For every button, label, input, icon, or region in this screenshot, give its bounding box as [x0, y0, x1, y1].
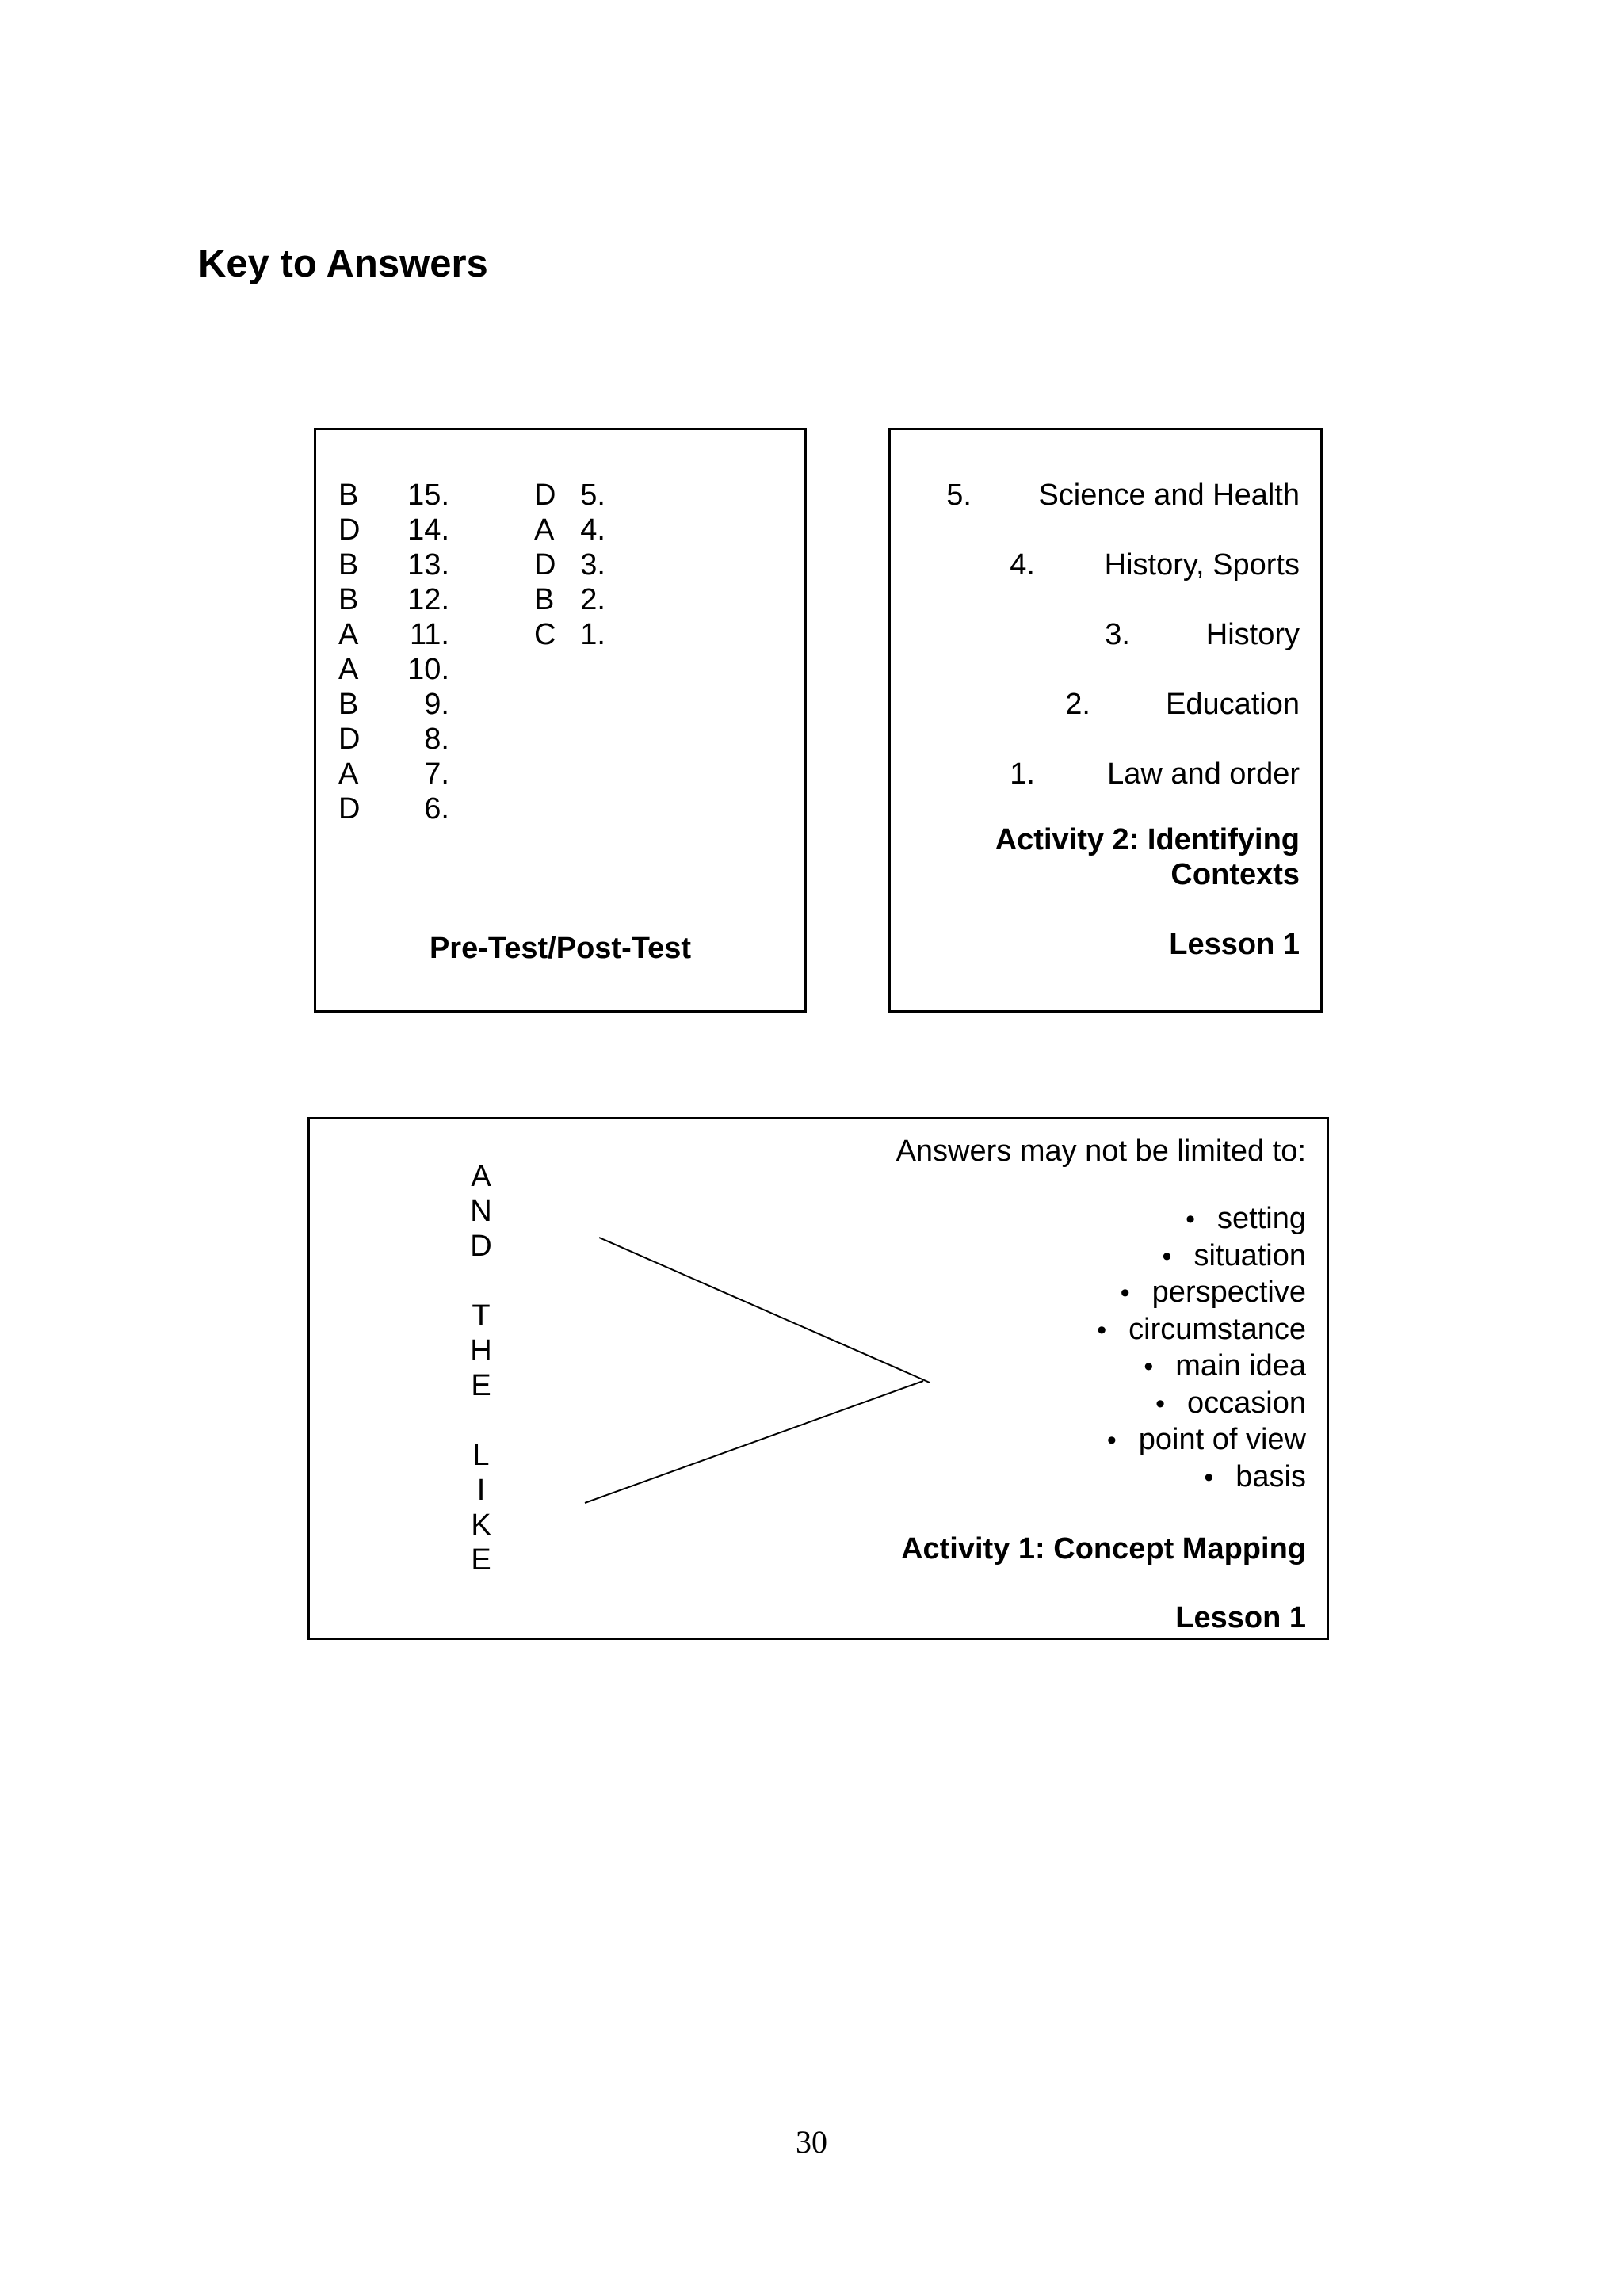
bullet-text: situation [1193, 1238, 1306, 1272]
vertical-letter: E [471, 1369, 491, 1402]
activity2-heading-line2: Contexts [1170, 858, 1300, 891]
answer-number: 1. [580, 618, 605, 651]
bullet-item [1107, 1421, 1306, 1459]
answer-letter: D [338, 723, 361, 756]
activity1-heading: Activity 1: Concept Mapping [901, 1532, 1306, 1566]
answer-row [338, 757, 449, 791]
bullet-item [1144, 1348, 1306, 1385]
bullet-text: circumstance [1128, 1312, 1306, 1346]
bullet-dot-icon: • [1097, 1314, 1107, 1345]
bullet-text: perspective [1151, 1276, 1306, 1309]
answer-letter: B [338, 583, 359, 616]
activity2-item-text: History [1205, 618, 1300, 651]
page-title: Key to Answers [198, 242, 488, 285]
activity1-lesson: Lesson 1 [1175, 1601, 1306, 1634]
answer-row [338, 547, 449, 582]
bullet-dot-icon: • [1155, 1388, 1166, 1419]
answer-letter: A [338, 757, 359, 791]
bullet-item [1186, 1200, 1306, 1238]
answer-row [338, 722, 449, 757]
activity2-answer-box [888, 428, 1323, 1013]
page-number: 30 [796, 2124, 827, 2160]
bullet-item [1204, 1459, 1306, 1496]
answer-row [534, 513, 613, 547]
answer-letter: B [338, 479, 359, 512]
vertical-letter: T [472, 1299, 491, 1333]
answer-number: 12. [407, 583, 449, 616]
answer-letter: B [338, 548, 359, 582]
activity2-item-number: 3. [1105, 618, 1130, 651]
bullet-dot-icon: • [1186, 1204, 1196, 1234]
arrow-upper-line [599, 1238, 930, 1383]
answer-letter: D [338, 792, 361, 826]
bullet-text: setting [1217, 1202, 1306, 1235]
answer-number: 13. [407, 548, 449, 582]
bullet-text: point of view [1138, 1423, 1306, 1456]
pretest-heading: Pre-Test/Post-Test [429, 932, 692, 965]
answer-letter: A [338, 618, 359, 651]
activity2-heading-line1: Activity 2: Identifying [995, 823, 1300, 856]
answer-row [338, 617, 449, 652]
answer-number: 15. [407, 479, 449, 512]
vertical-letter: D [470, 1230, 492, 1263]
answer-row [338, 687, 449, 722]
answer-letter: A [534, 513, 555, 547]
bullet-dot-icon: • [1120, 1278, 1130, 1308]
activity2-item-number: 1. [1010, 757, 1035, 791]
bullet-text: occasion [1187, 1386, 1306, 1420]
answer-letter: D [534, 548, 556, 582]
bullet-dot-icon: • [1144, 1352, 1154, 1382]
answer-number: 14. [407, 513, 449, 547]
answer-number: 8. [424, 723, 449, 756]
answer-number: 5. [580, 479, 605, 512]
answer-number: 10. [407, 653, 449, 686]
answer-letter: B [534, 583, 555, 616]
answer-letter: D [338, 513, 361, 547]
answer-letter: C [534, 618, 556, 651]
activity1-answer-box [307, 1117, 1329, 1640]
vertical-letter: E [471, 1543, 491, 1577]
answer-letter: D [534, 479, 556, 512]
answer-number: 3. [580, 548, 605, 582]
activity2-lesson: Lesson 1 [1169, 928, 1300, 961]
answer-letter: B [338, 688, 359, 721]
answer-row [534, 617, 613, 652]
bullet-dot-icon: • [1106, 1425, 1117, 1455]
vertical-letter: I [476, 1474, 486, 1507]
answer-row [338, 478, 449, 513]
bullet-text: main idea [1175, 1349, 1306, 1383]
answer-number: 9. [424, 688, 449, 721]
pretest-answer-box [314, 428, 807, 1013]
vertical-letter: A [471, 1160, 491, 1193]
activity2-item-text: Law and order [1107, 757, 1300, 791]
vertical-letter: L [472, 1439, 490, 1472]
bullet-item [1097, 1311, 1306, 1348]
bullet-dot-icon: • [1204, 1462, 1214, 1493]
bullet-item [1155, 1385, 1306, 1422]
pretest-left-column [338, 478, 449, 826]
activity2-item-number: 2. [1065, 688, 1090, 721]
bullet-item [1121, 1274, 1306, 1311]
answer-row [534, 478, 613, 513]
answer-number: 7. [424, 757, 449, 791]
answer-row [338, 791, 449, 826]
activity2-item-text: History, Sports [1104, 548, 1300, 582]
activity2-item-number: 5. [946, 479, 972, 512]
bullet-item [1163, 1238, 1306, 1275]
answer-row [534, 582, 613, 617]
answer-row [338, 513, 449, 547]
vertical-letter: H [470, 1334, 492, 1367]
answer-row [338, 582, 449, 617]
arrow-lower-line [585, 1381, 923, 1503]
vertical-letter: K [471, 1508, 491, 1542]
bullet-text: basis [1235, 1459, 1306, 1493]
activity2-item-number: 4. [1010, 548, 1035, 582]
pretest-right-column [534, 478, 613, 652]
bullet-dot-icon: • [1162, 1241, 1172, 1272]
activity2-item-text: Science and Health [1038, 479, 1300, 512]
answer-number: 6. [424, 792, 449, 826]
vertical-letter: N [470, 1195, 492, 1228]
answer-row [338, 652, 449, 687]
answer-row [534, 547, 613, 582]
activity1-intro: Answers may not be limited to: [896, 1135, 1306, 1168]
answer-number: 11. [409, 618, 449, 651]
answer-number: 2. [580, 583, 605, 616]
answer-letter: A [338, 653, 359, 686]
answer-number: 4. [580, 513, 605, 547]
activity2-item-text: Education [1165, 688, 1300, 721]
